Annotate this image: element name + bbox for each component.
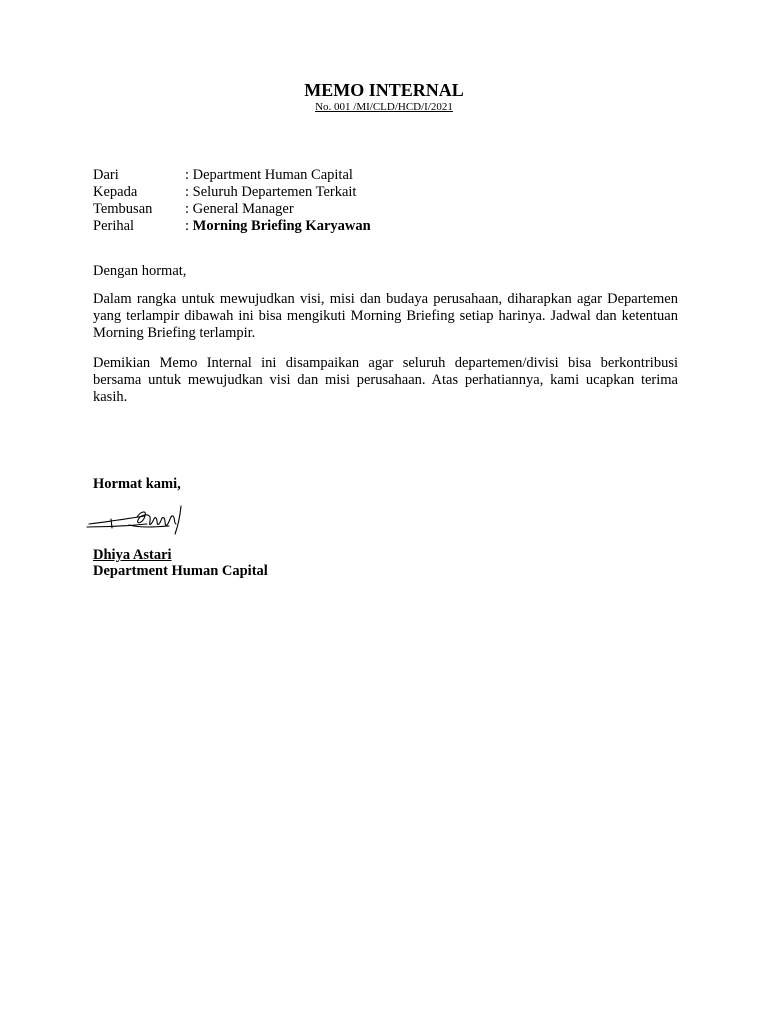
body-paragraph-1: Dalam rangka untuk mewujudkan visi, misi dan budaya perusahaan, diharapkan agar Departemen yang terlampir dibawah ini bisa mengikuti Morning Briefing setiap harinya. Jadwal dan ketentuan Morning Briefing terlampir. xyxy=(93,291,678,341)
memo-number-text: No. 001 /MI/CLD/HCD/I/2021 xyxy=(315,101,453,113)
body-paragraph-2: Demikian Memo Internal ini disampaikan agar seluruh departemen/divisi bisa berkontribusi bersama untuk mewujudkan visi dan misi perusahaan. Atas perhatiannya, kami ucapkan terima kasih. xyxy=(93,355,678,405)
header-value-from: : Department Human Capital xyxy=(185,167,353,183)
header-row-cc xyxy=(93,201,371,218)
header-row-to xyxy=(93,184,371,201)
header-value-cc: : General Manager xyxy=(185,201,294,217)
signer-name: Dhiya Astari xyxy=(93,547,172,563)
handwritten-signature xyxy=(85,500,195,542)
memo-header xyxy=(93,167,371,235)
header-label-from: Dari xyxy=(93,167,119,183)
closing: Hormat kami, xyxy=(93,476,181,492)
subject-text: Morning Briefing Karyawan xyxy=(192,218,371,234)
header-value-to: : Seluruh Departemen Terkait xyxy=(185,184,357,200)
signer-department: Department Human Capital xyxy=(93,563,268,579)
subject-colon: : xyxy=(185,218,193,234)
header-label-to: Kepada xyxy=(93,184,138,200)
memo-title: MEMO INTERNAL xyxy=(304,80,464,100)
header-row-subject xyxy=(93,218,371,235)
header-row-from xyxy=(93,167,371,184)
header-value-subject xyxy=(185,218,371,235)
memo-number xyxy=(0,101,768,114)
header-label-cc: Tembusan xyxy=(93,201,153,217)
header-label-subject: Perihal xyxy=(93,218,135,234)
greeting: Dengan hormat, xyxy=(93,263,187,279)
